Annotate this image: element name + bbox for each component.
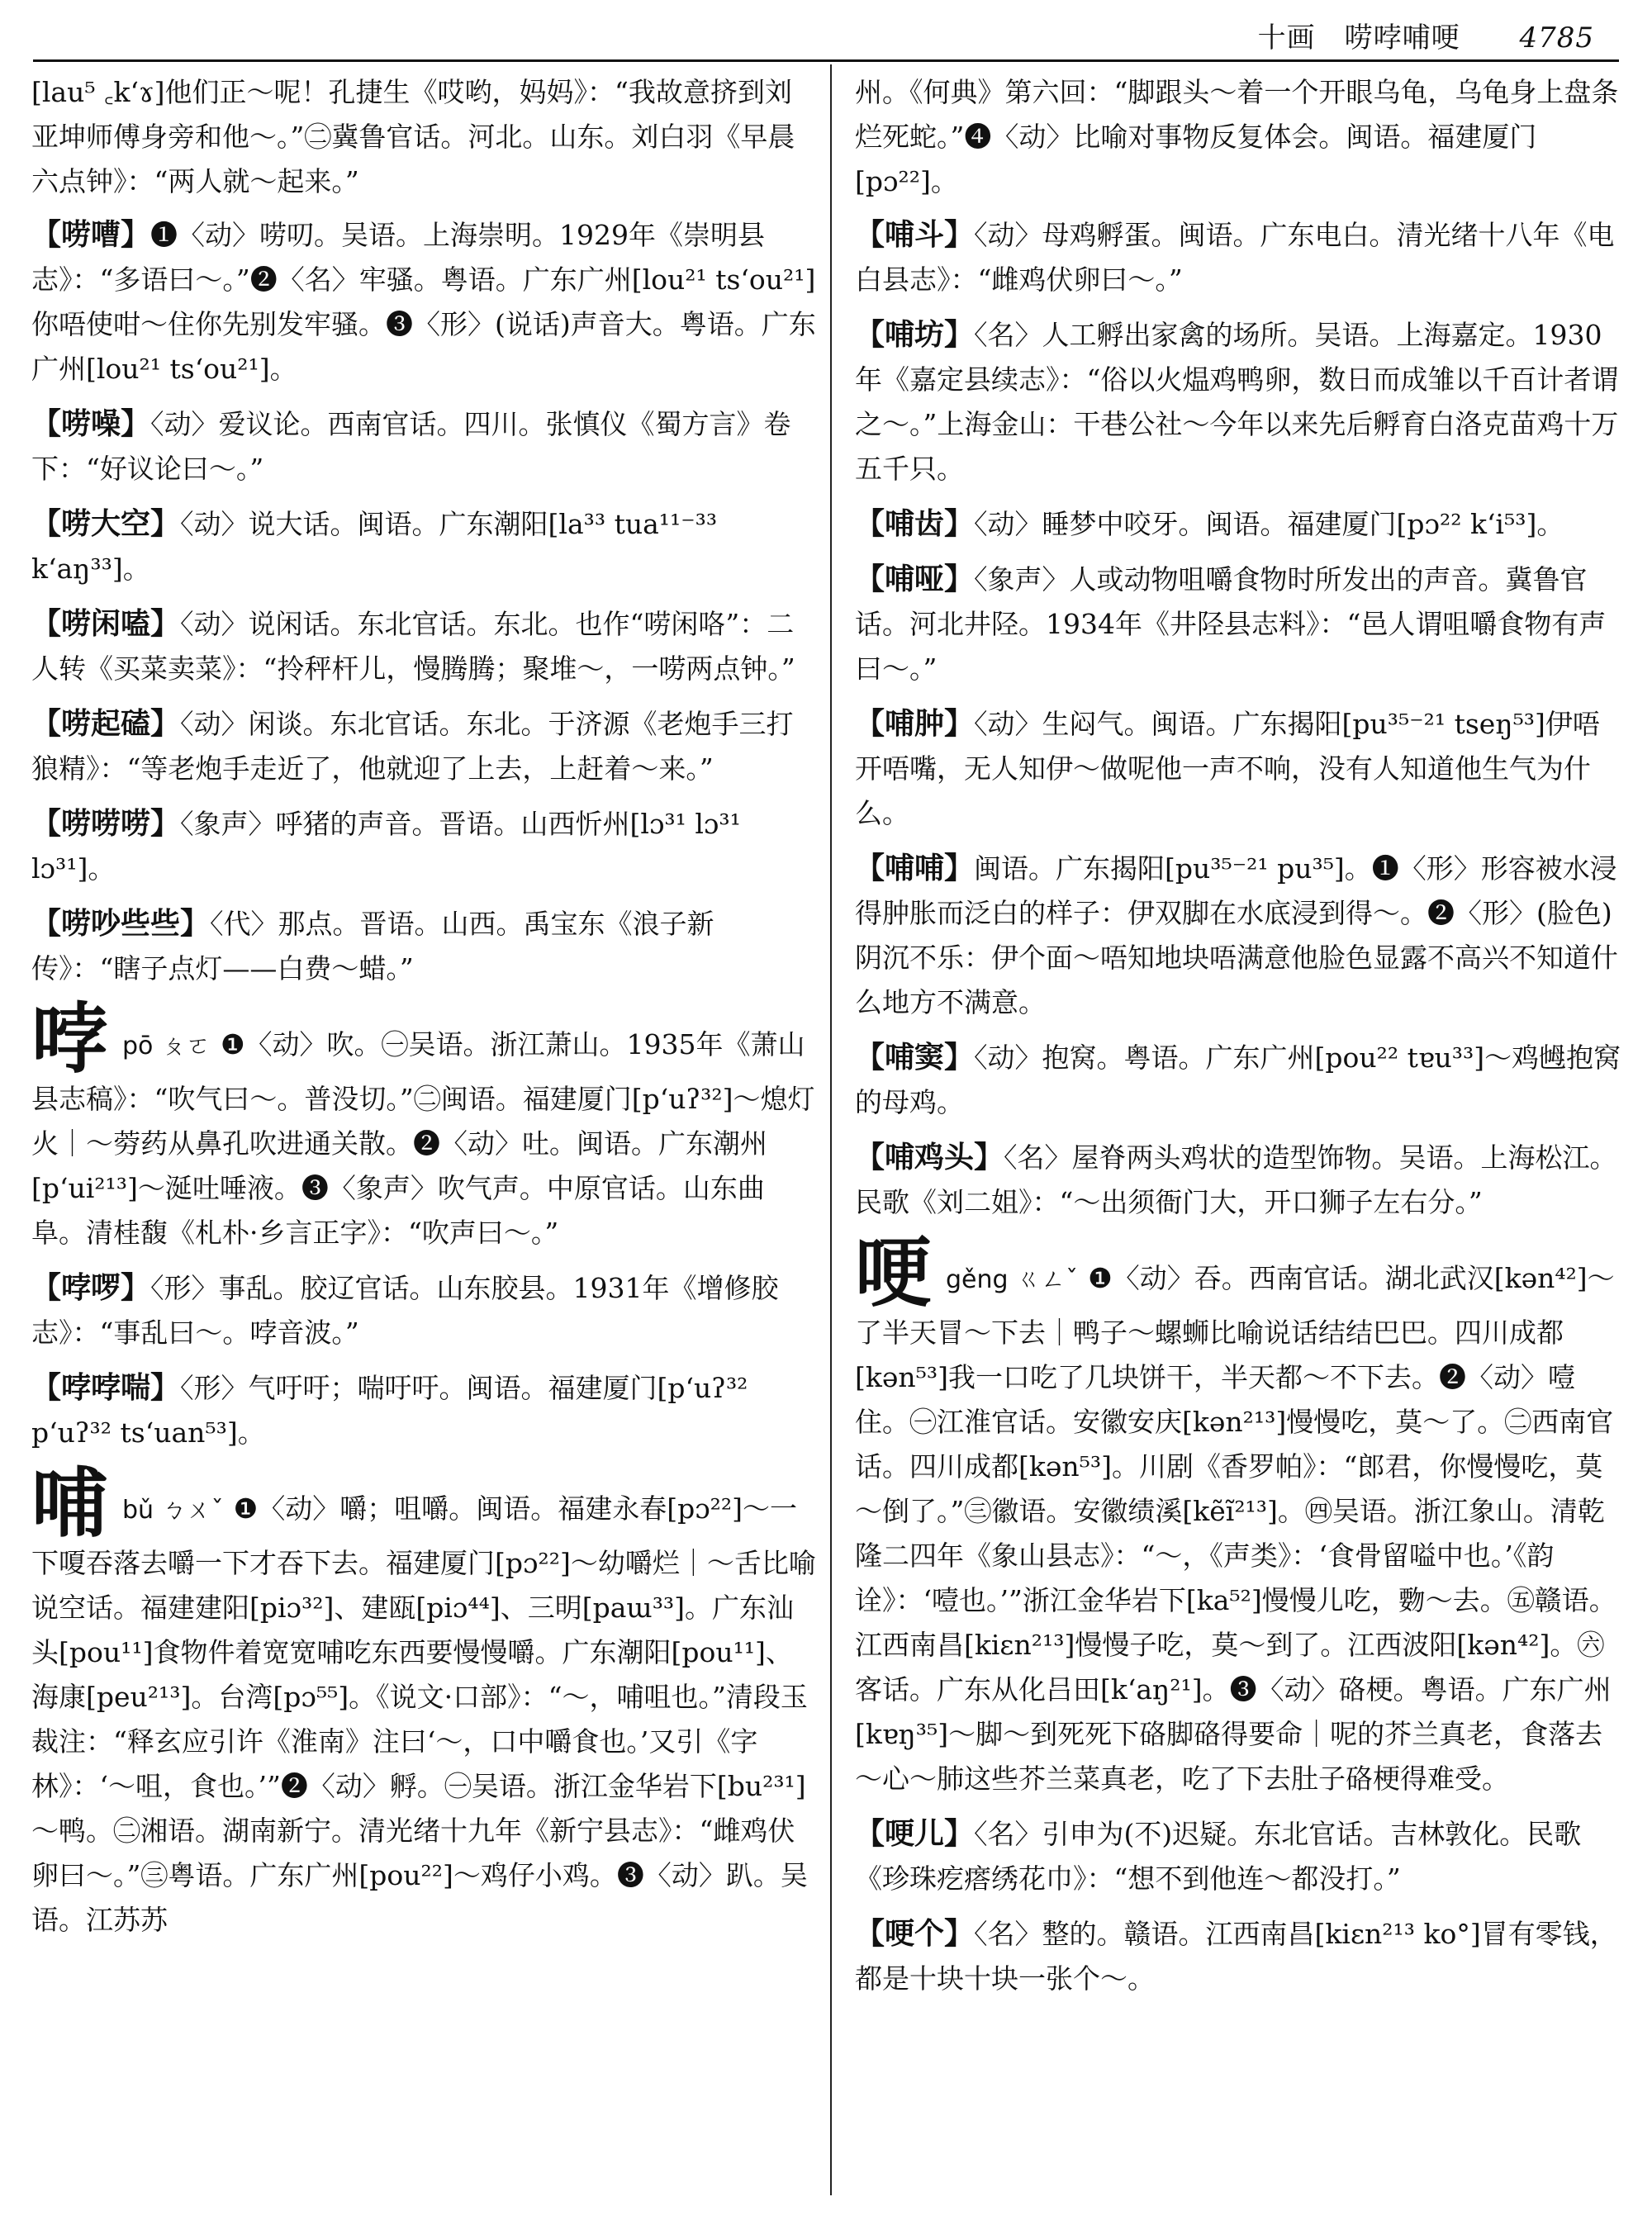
dictionary-entry [855, 312, 1623, 491]
entry-headword: 【哽个】 [855, 1916, 975, 1951]
running-header [1258, 15, 1594, 55]
character-definition: ❶〈动〉嚼；咀嚼。闽语。福建永春[pɔ²²]～一下嗄吞落去嚼一下才吞下去。福建厦门[pɔ²²]～幼嚼烂｜～舌比喻说空话。福建建阳[piɔ³²]、建瓯[piɔ⁴⁴]、三明[paɯ³³]。广东汕头[pou¹¹]食物件着宽宽哺吃东西要慢慢嚼。广东潮阳[pou¹¹]、海康[peu²¹³]。台湾[pɔ⁵⁵]。《说文·口部》：“～，哺咀也。”清段玉裁注：“释玄应引许《淮南》注曰‘～，口中嚼食也。’又引《字林》：‘～咀，食也。’”❷〈动〉孵。㊀吴语。浙江金华岩下[bu²³¹]～鸭。㊁湘语。湖南新宁。清光绪十九年《新宁县志》：“雌鸡伏卵曰～。”㊂粤语。广东广州[pou²²]～鸡仔小鸡。❸〈动〉趴。吴语。江苏苏 [31, 1492, 816, 1936]
entry-definition: 〈象声〉人或动物咀嚼食物时所发出的声音。冀鲁官话。河北井陉。1934年《井陉县志料》：“邑人谓咀嚼食物有声曰～。” [855, 563, 1607, 685]
dictionary-entry [31, 701, 816, 791]
dictionary-entry [855, 1035, 1623, 1125]
entry-headword: 【唠起磕】 [31, 706, 181, 741]
entry-definition: 〈动〉闲谈。东北官话。东北。于济源《老炮手三打狼精》：“等老炮手走近了，他就迎了上去，上赶着～来。” [31, 708, 794, 785]
entry-definition: 〈动〉母鸡孵蛋。闽语。广东电白。清光绪十八年《电白县志》：“雌鸡伏卵曰～。” [855, 219, 1615, 296]
head-character: 哽 [855, 1228, 932, 1317]
entry-definition: 〈名〉人工孵出家禽的场所。吴语。上海嘉定。1930年《嘉定县续志》：“俗以火煴鸡鸭卵，数日而成雏以千百计者谓之～。”上海金山：干巷公社～今年以来先后孵育白洛克苗鸡十万五千只。 [855, 319, 1619, 485]
dictionary-entry [855, 1135, 1623, 1225]
entry-definition: 闽语。广东揭阳[pu³⁵⁻²¹ pu³⁵]。❶〈形〉形容被水浸得肿胀而泛白的样子：伊双脚在水底浸到得～。❷〈形〉(脸色)阴沉不乐：伊个面～唔知地块唔满意他脸色显露不高兴不知道什么地方不满意。 [855, 852, 1618, 1018]
character-definition: ❶〈动〉吹。㊀吴语。浙江萧山。1935年《萧山县志稿》：“吹气曰～。普没切。”㊁闽语。福建厦门[pʻuʔ³²]～熄灯火｜～䓖药从鼻孔吹进通关散。❷〈动〉吐。闽语。广东潮州[pʻui²¹³]～涎吐唾液。❸〈象声〉吹气声。中原官话。山东曲阜。清桂馥《札朴·乡言正字》：“吹声曰～。” [31, 1028, 815, 1249]
entry-definition: 〈动〉生闷气。闽语。广东揭阳[pu³⁵⁻²¹ tseŋ⁵³]伊唔开唔嘴，无人知伊～做呢他一声不响，没有人知道他生气为什么。 [855, 708, 1600, 829]
header-rule [33, 59, 1619, 62]
continued-text: 州。《何典》第六回：“脚跟头～着一个开眼乌龟，乌龟身上盘条烂死蛇。”❹〈动〉比喻对事物反复体会。闽语。福建厦门[pɔ²²]。 [855, 76, 1619, 197]
entry-definition: 〈动〉说闲话。东北官话。东北。也作“唠闲咯”：二人转《买菜卖菜》：“拎秤杆儿，慢腾腾；聚堆～，一唠两点钟。” [31, 608, 795, 685]
character-definition: ❶〈动〉吞。西南官话。湖北武汉[kən⁴²]～了半天冒～下去｜鸭子～螺蛳比喻说话结结巴巴。四川成都[kən⁵³]我一口吃了几块饼干，半天都～不下去。❷〈动〉噎住。㊀江淮官话。安徽安庆[kən²¹³]慢慢吃，莫～了。㊁西南官话。四川成都[kən⁵³]。川剧《香罗帕》：“郎君，你慢慢吃，莫～倒了。”㊂徽语。安徽绩溪[kẽĩ²¹³]。㊃吴语。浙江象山。清乾隆二四年《象山县志》：“～，《声类》：‘食骨留嗌中也。’《韵诠》：‘噎也。’”浙江金华岩下[ka⁵²]慢慢儿吃，覅～去。㊄赣语。江西南昌[kiɛn²¹³]慢慢子吃，莫～到了。江西波阳[kən⁴²]。㊅客话。广东从化吕田[kʻaŋ²¹]。❸〈动〉硌梗。粤语。广东广州[kɐŋ³⁵]～脚～到死死下硌脚硌得要命｜呢的芥兰真老，食落去～心～肺这些芥兰菜真老，吃了下去肚子硌梗得难受。 [855, 1262, 1616, 1795]
entry-definition: ❶〈动〉唠叨。吴语。上海崇明。1929年《崇明县志》：“多语曰～。”❷〈名〉牢骚。粤语。广东广州[lou²¹ tsʻou²¹]你唔使咁～住你先别发牢骚。❸〈形〉(说话)声音大。粤语。广东广州[lou²¹ tsʻou²¹]。 [31, 219, 816, 385]
entry-headword: 【唠唠唠】 [31, 806, 181, 841]
entry-definition: 〈动〉爱议论。西南官话。四川。张慎仪《蜀方言》卷下：“好议论曰～。” [31, 408, 791, 485]
entry-headword: 【哺肿】 [855, 706, 975, 741]
column-divider [830, 64, 832, 2195]
entry-headword: 【哺哺】 [855, 851, 975, 885]
entry-definition: 〈象声〉呼猪的声音。晋语。山西忻州[lɔ³¹ lɔ³¹ lɔ³¹]。 [31, 808, 741, 885]
entry-headword: 【哺窦】 [855, 1040, 975, 1075]
entry-headword: 【哺哑】 [855, 562, 975, 596]
dictionary-entry [855, 1811, 1623, 1901]
page-number: 4785 [1519, 21, 1594, 55]
entry-definition: 〈动〉睡梦中咬牙。闽语。福建厦门[pɔ²² kʻi⁵³]。 [974, 508, 1564, 540]
entry-definition: 〈代〉那点。晋语。山西。禹宝东《浪子新传》：“瞎子点灯——白费～蜡。” [31, 908, 714, 985]
entry-definition: 〈名〉整的。赣语。江西南昌[kiɛn²¹³ ko°]冒有零钱，都是十块十块一张个～。 [855, 1918, 1617, 1995]
pinyin-reading: pō ㄆㄛ [122, 1032, 211, 1060]
right-column [855, 70, 1623, 2011]
continued-text: [lau⁵ ꜀kʻɤ]他们正～呢！孔捷生《哎哟，妈妈》：“我故意挤到刘亚坤师傅身旁和他～。”㊁冀鲁官话。河北。山东。刘白羽《早晨六点钟》：“两人就～起来。” [31, 76, 795, 197]
entry-definition: 〈名〉引申为(不)迟疑。东北官话。吉林敦化。民歌《珍珠疙瘩绣花巾》：“想不到他连～都没打。” [855, 1818, 1582, 1895]
entry-headword: 【哺齿】 [855, 506, 975, 541]
entry-headword: 【哱啰】 [31, 1270, 151, 1305]
head-character: 哺 [31, 1459, 108, 1548]
dictionary-entry [31, 1365, 816, 1455]
entry-headword: 【哺坊】 [855, 317, 975, 352]
dictionary-entry [31, 801, 816, 891]
character-entry [31, 1459, 816, 1943]
pinyin-reading: gěng ㄍㄥˇ [946, 1265, 1079, 1294]
entry-headword: 【唠吵些些】 [31, 906, 211, 941]
dictionary-entry [855, 557, 1623, 691]
entry-headword: 【哽儿】 [855, 1816, 975, 1851]
pinyin-reading: bǔ ㄅㄨˇ [122, 1496, 224, 1525]
dictionary-entry [855, 846, 1623, 1025]
entry-definition: 〈形〉气吁吁；喘吁吁。闽语。福建厦门[pʻuʔ³² pʻuʔ³² tsʻuan⁵³]。 [31, 1372, 748, 1449]
dictionary-entry [31, 501, 816, 591]
entry-headword: 【唠闲嗑】 [31, 606, 181, 641]
entry-headword: 【唠大空】 [31, 506, 181, 541]
entry-definition: 〈形〉事乱。胶辽官话。山东胶县。1931年《增修胶志》：“事乱曰～。哱音波。” [31, 1272, 779, 1349]
entry-headword: 【哺斗】 [855, 217, 975, 252]
dictionary-entry [31, 212, 816, 391]
left-column [31, 70, 816, 1952]
character-entry [855, 1228, 1623, 1801]
entry-definition: 〈动〉抱窝。粤语。广东广州[pou²² tɐu³³]～鸡乸抱窝的母鸡。 [855, 1041, 1621, 1118]
dictionary-entry [855, 701, 1623, 836]
dictionary-entry [31, 601, 816, 691]
dictionary-entry [855, 501, 1623, 547]
entry-headword: 【唠嘈】 [31, 217, 151, 252]
entry-headword: 【哺鸡头】 [855, 1140, 1004, 1174]
entry-headword: 【唠噪】 [31, 406, 151, 441]
entry-definition: 〈动〉说大话。闽语。广东潮阳[la³³ tua¹¹⁻³³ kʻaŋ³³]。 [31, 508, 718, 585]
entry-definition: 〈名〉屋脊两头鸡状的造型饰物。吴语。上海松江。民歌《刘二姐》：“～出须衙门大，开口狮子左右分。” [855, 1141, 1617, 1218]
section-title: 十画 唠哱哺哽 [1257, 21, 1460, 55]
dictionary-entry [31, 401, 816, 491]
character-entry [31, 994, 816, 1255]
dictionary-entry [855, 1911, 1623, 2001]
dictionary-entry [31, 1265, 816, 1355]
entry-headword: 【哱哱喘】 [31, 1370, 181, 1405]
dictionary-entry [855, 212, 1623, 302]
head-character: 哱 [31, 994, 108, 1084]
dictionary-entry [31, 901, 816, 991]
